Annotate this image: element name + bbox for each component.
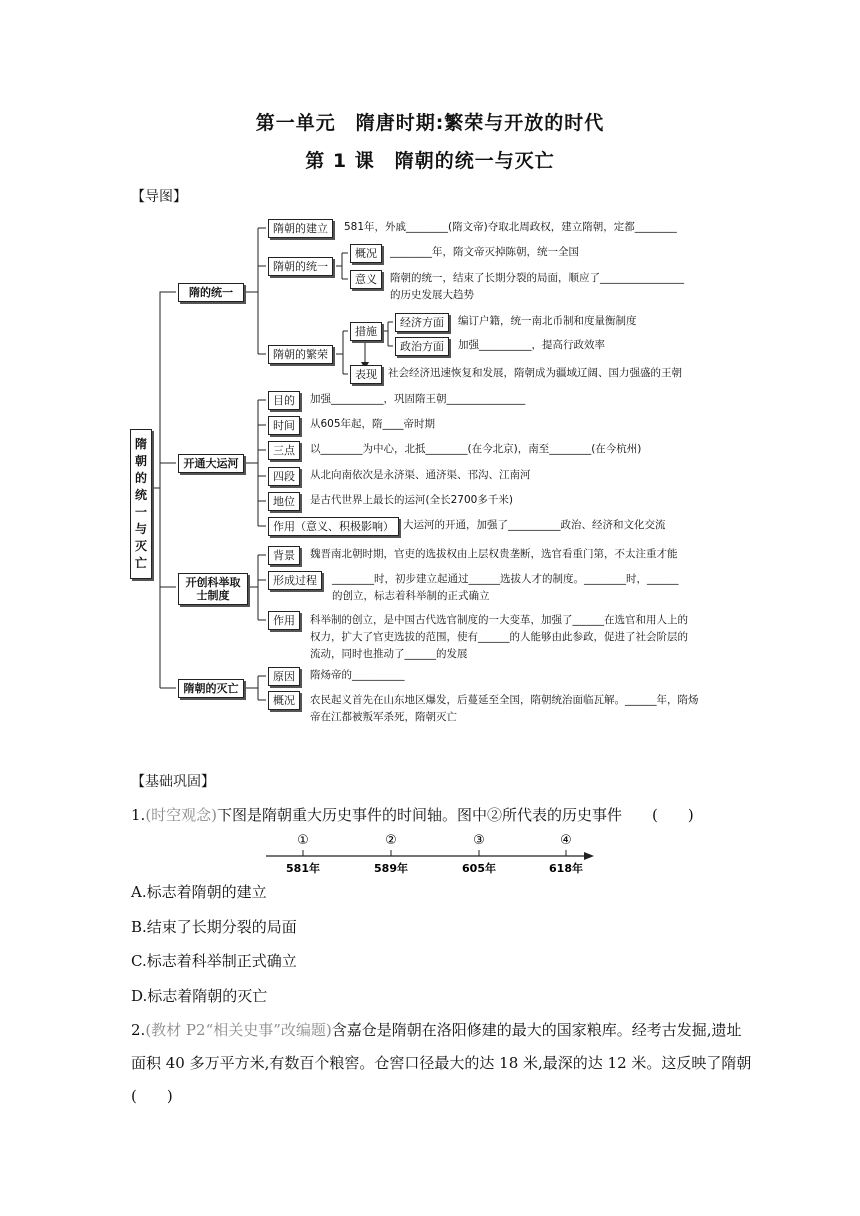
canal-item-label: 目的: [268, 391, 300, 410]
option-a: A.标志着隋朝的建立: [131, 883, 267, 901]
canal-item-label: 时间: [268, 416, 300, 435]
canal-item-text: 从北向南依次是永济渠、通济渠、邗沟、江南河: [310, 469, 531, 481]
branch-unify: 隋的统一: [178, 283, 244, 302]
mind-map-root: 隋朝的统一与灭亡: [130, 429, 152, 579]
timeline-marker: ③: [473, 833, 485, 848]
timeline-year: 605年: [462, 862, 496, 875]
timeline-year: 581年: [286, 862, 320, 875]
background-text: 魏晋南北朝时期，官吏的选拔权由上层权贵垄断，选官看重门第，不太注重才能: [310, 548, 678, 560]
timeline: [260, 830, 600, 878]
question-2-line-2: 面积 40 多万平方米,有数百个粮窖。仓窖口径最大的达 18 米,最深的达 12 米。这反映了隋朝: [131, 1054, 752, 1072]
canal-item-label: 三点: [268, 441, 300, 460]
node-overview: 概况: [350, 244, 382, 263]
timeline-marker: ①: [297, 833, 309, 848]
node-formation: 形成过程: [268, 571, 322, 590]
timeline-arrow: [584, 852, 594, 860]
effect-text-2: 权力，扩大了官吏选拔的范围，使有______的人能够由此参政，促进了社会阶层的: [310, 631, 688, 643]
node-background: 背景: [268, 546, 300, 565]
founding-text: 581年，外戚________(隋文帝)夺取北周政权，建立隋朝，定都________: [344, 221, 677, 233]
node-prosperity: 隋朝的繁荣: [268, 345, 333, 364]
canal-item-text: 从605年起，隋____帝时期: [310, 418, 436, 430]
meaning-text-1: 隋朝的统一，结束了长期分裂的局面，顺应了________________: [390, 272, 684, 284]
timeline-marker: ②: [385, 833, 397, 848]
node-manifest: 表现: [350, 365, 382, 384]
option-b: B.结束了长期分裂的局面: [131, 918, 297, 936]
question-tag: (时空观念): [145, 806, 218, 824]
canal-item-label: 作用（意义、积极影响）: [268, 517, 399, 536]
canal-item-text: 大运河的开通，加强了__________政治、经济和文化交流: [403, 519, 666, 531]
node-measures: 措施: [350, 322, 382, 341]
branch-fall: 隋朝的灭亡: [178, 679, 244, 698]
question-2-line-3: ( ): [131, 1087, 173, 1105]
lesson-title: 第 1 课 隋朝的统一与灭亡: [305, 150, 555, 172]
manifest-text: 社会经济迅速恢复和发展，隋朝成为疆域辽阔、国力强盛的王朝: [388, 367, 682, 379]
timeline-marker: ④: [560, 833, 572, 848]
option-c: C.标志着科举制正式确立: [131, 952, 297, 970]
formation-text-2: 的创立，标志着科举制的正式确立: [332, 590, 490, 602]
formation-text-1: ________时，初步建立起通过______选拔人才的制度。________时，______: [332, 573, 679, 585]
economy-text: 编订户籍，统一南北币制和度量衡制度: [458, 315, 637, 327]
guide-label: 【导图】: [131, 189, 187, 205]
unit-title: 第一单元 隋唐时期:繁荣与开放的时代: [255, 112, 605, 134]
node-cause: 原因: [268, 667, 300, 686]
node-politics: 政治方面: [395, 337, 449, 356]
cause-text: 隋炀帝的__________: [310, 669, 405, 681]
node-fall-overview: 概况: [268, 691, 300, 710]
canal-item-text: 加强__________，巩固隋王朝_______________: [310, 393, 526, 405]
node-effect: 作用: [268, 611, 300, 630]
question-number: 2.: [131, 1021, 146, 1039]
canal-item-text: 以________为中心，北抵________(在今北京)，南至________(在今杭州): [310, 443, 642, 455]
effect-text-1: 科举制的创立，是中国古代选官制度的一大变革，加强了______在选官和用人上的: [310, 614, 688, 626]
effect-text-3: 流动，同时也推动了______的发展: [310, 648, 468, 660]
branch-exam: 开创科举取士制度: [178, 573, 248, 605]
basics-label: 【基础巩固】: [131, 774, 215, 790]
overview-text: ________年，隋文帝灭掉陈朝，统一全国: [390, 246, 579, 258]
canal-item-label: 四段: [268, 467, 300, 486]
node-economy: 经济方面: [395, 313, 449, 332]
question-text: 下图是隋朝重大历史事件的时间轴。图中②所代表的历史事件 ( ): [217, 806, 694, 824]
question-1-stem: [131, 805, 694, 825]
node-founding: 隋朝的建立: [268, 219, 333, 238]
question-tag: (教材 P2“相关史事”改编题): [145, 1021, 332, 1039]
canal-item-label: 地位: [268, 492, 300, 511]
fall-overview-text-1: 农民起义首先在山东地区爆发，后蔓延至全国，隋朝统治面临瓦解。______年，隋炀: [310, 694, 699, 706]
option-d: D.标志着隋朝的灭亡: [131, 987, 268, 1005]
question-number: 1.: [131, 806, 146, 824]
node-unification: 隋朝的统一: [268, 257, 333, 276]
branch-canal: 开通大运河: [178, 454, 244, 473]
meaning-text-2: 的历史发展大趋势: [390, 289, 474, 301]
politics-text: 加强__________，提高行政效率: [458, 339, 605, 351]
canal-item-text: 是古代世界上最长的运河(全长2700多千米): [310, 494, 513, 506]
question-text: 含嘉仓是隋朝在洛阳修建的最大的国家粮库。经考古发掘,遗址: [331, 1021, 742, 1039]
node-meaning: 意义: [350, 270, 382, 289]
timeline-year: 589年: [374, 862, 408, 875]
timeline-year: 618年: [549, 862, 583, 875]
fall-overview-text-2: 帝在江都被叛军杀死，隋朝灭亡: [310, 711, 457, 723]
question-2-line-1: [131, 1020, 742, 1040]
